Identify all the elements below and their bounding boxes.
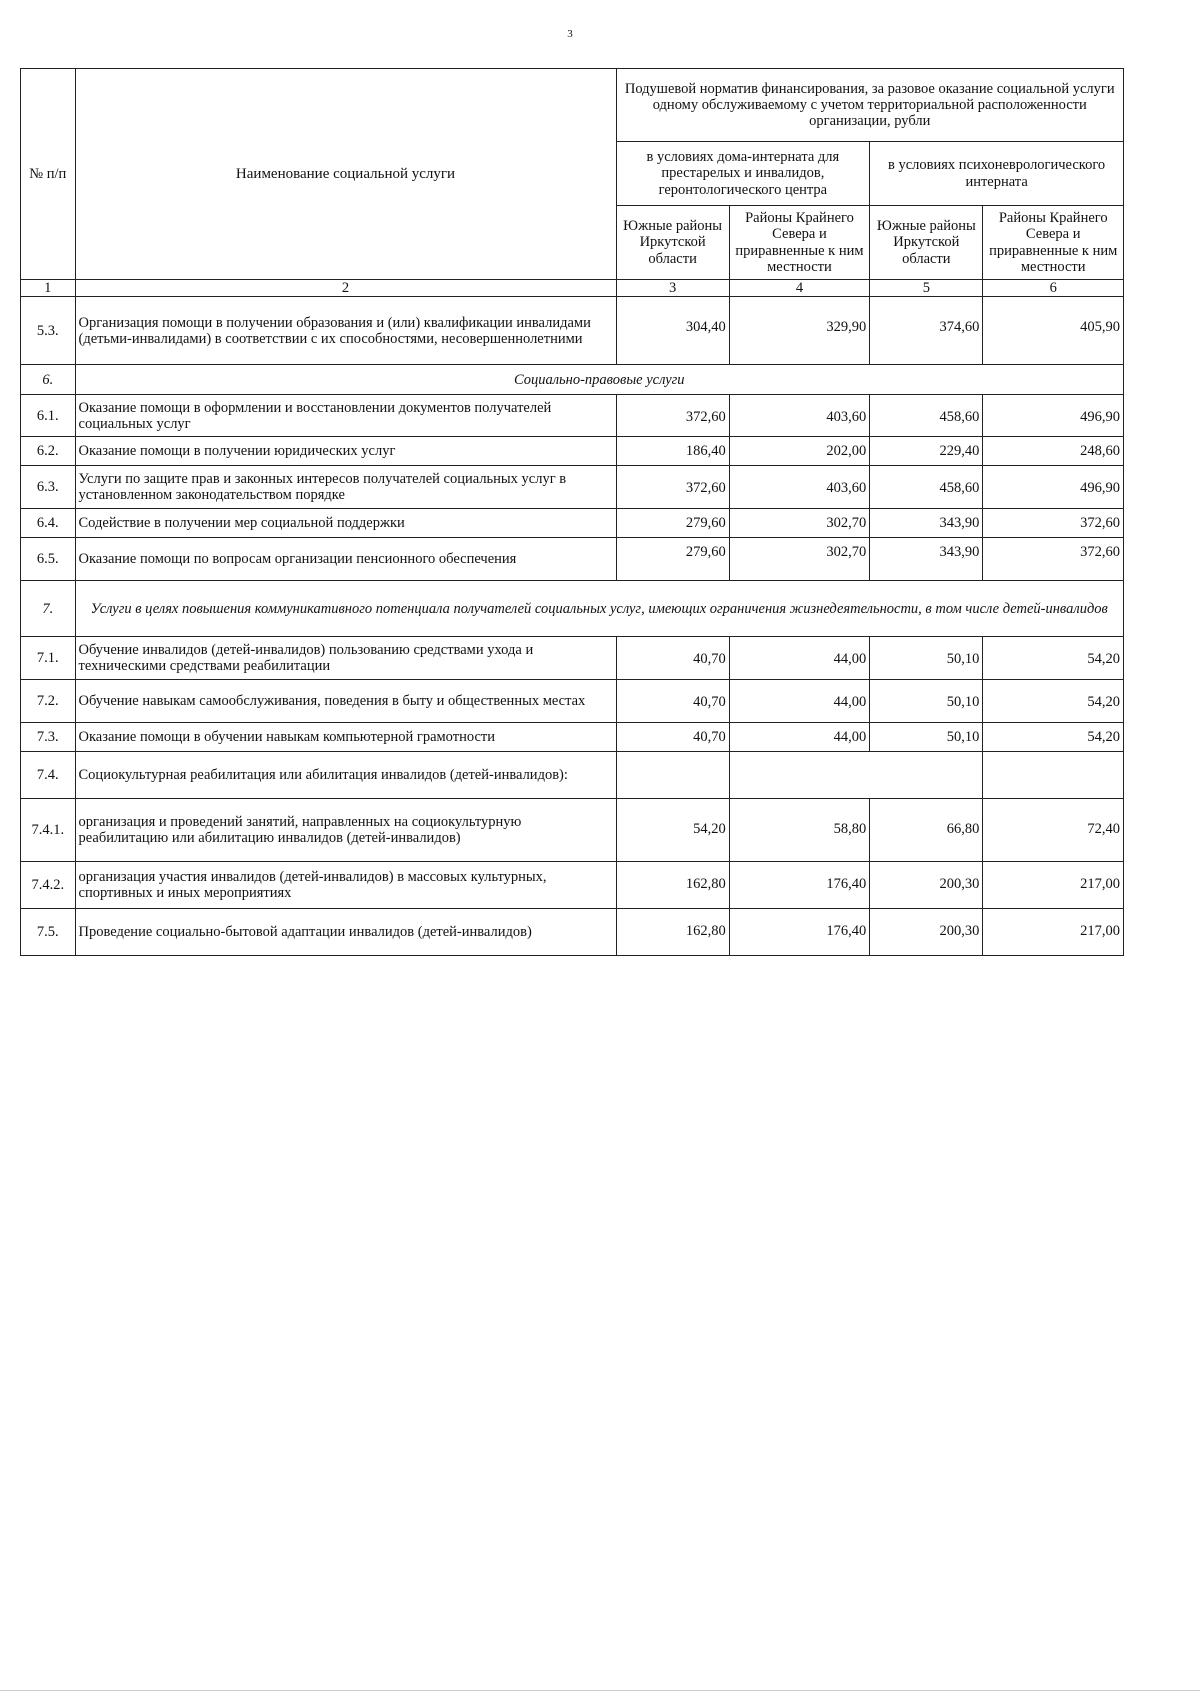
value-cell: 405,90 (983, 297, 1124, 365)
row-number: 7.4.2. (21, 862, 76, 909)
value-cell: 176,40 (729, 909, 869, 956)
value-cell: 458,60 (870, 395, 983, 437)
header-subgroup-psycho-neuro: в условиях психоневрологического интерната (870, 142, 1124, 206)
table-row (21, 466, 1124, 509)
value-cell: 229,40 (870, 437, 983, 466)
value-cell: 200,30 (870, 862, 983, 909)
scan-edge-divider (0, 1690, 1200, 1691)
value-cell: 50,10 (870, 637, 983, 680)
service-name: Содействие в получении мер социальной поддержки (75, 509, 616, 538)
column-index: 5 (870, 280, 983, 297)
service-name: Обучение навыкам самообслуживания, поведения в быту и общественных местах (75, 680, 616, 723)
table-row (21, 538, 1124, 581)
value-cell: 496,90 (983, 466, 1124, 509)
value-cell: 50,10 (870, 680, 983, 723)
value-cell: 66,80 (870, 799, 983, 862)
value-cell: 302,70 (729, 538, 869, 581)
service-name: Оказание помощи в получении юридических услуг (75, 437, 616, 466)
service-name: Оказание помощи в обучении навыкам компьютерной грамотности (75, 723, 616, 752)
value-cell: 162,80 (616, 862, 729, 909)
service-name: Оказание помощи по вопросам организации пенсионного обеспечения (75, 538, 616, 581)
table-row (21, 509, 1124, 538)
value-cell (983, 752, 1124, 799)
service-name: организация участия инвалидов (детей-инвалидов) в массовых культурных, спортивных и иных мероприятиях (75, 862, 616, 909)
value-cell-merged (729, 752, 983, 799)
column-index: 3 (616, 280, 729, 297)
header-group-title: Подушевой норматив финансирования, за разовое оказание социальной услуги одному обслуживаемому с учетом территориальной расположенности организации, рубли (616, 69, 1124, 142)
value-cell: 304,40 (616, 297, 729, 365)
service-name: организация и проведений занятий, направленных на социокультурную реабилитацию или абилитацию инвалидов (детей-инвалидов) (75, 799, 616, 862)
row-number: 6.5. (21, 538, 76, 581)
value-cell: 248,60 (983, 437, 1124, 466)
row-number: 6.2. (21, 437, 76, 466)
value-cell: 44,00 (729, 637, 869, 680)
value-cell: 176,40 (729, 862, 869, 909)
service-name: Оказание помощи в оформлении и восстановлении документов получателей социальных услуг (75, 395, 616, 437)
value-cell: 44,00 (729, 680, 869, 723)
table-row (21, 799, 1124, 862)
value-cell: 40,70 (616, 680, 729, 723)
value-cell: 372,60 (983, 509, 1124, 538)
header-south-2: Южные районы Иркутской области (870, 206, 983, 280)
row-number: 7.2. (21, 680, 76, 723)
table-row (21, 680, 1124, 723)
value-cell: 343,90 (870, 509, 983, 538)
row-number: 6.1. (21, 395, 76, 437)
value-cell: 186,40 (616, 437, 729, 466)
services-table (20, 68, 1124, 956)
section-title: Социально-правовые услуги (75, 365, 1123, 395)
table-row (21, 862, 1124, 909)
value-cell: 200,30 (870, 909, 983, 956)
value-cell: 372,60 (983, 538, 1124, 581)
column-index: 2 (75, 280, 616, 297)
value-cell: 279,60 (616, 509, 729, 538)
table-row (21, 437, 1124, 466)
section-number: 7. (21, 581, 76, 637)
value-cell: 54,20 (983, 637, 1124, 680)
row-number: 6.4. (21, 509, 76, 538)
value-cell: 58,80 (729, 799, 869, 862)
column-index: 4 (729, 280, 869, 297)
service-name: Услуги по защите прав и законных интересов получателей социальных услуг в установленном законодательством порядке (75, 466, 616, 509)
row-number: 7.5. (21, 909, 76, 956)
value-cell: 279,60 (616, 538, 729, 581)
service-name: Проведение социально-бытовой адаптации инвалидов (детей-инвалидов) (75, 909, 616, 956)
column-index: 6 (983, 280, 1124, 297)
value-cell: 496,90 (983, 395, 1124, 437)
table-row (21, 752, 1124, 799)
value-cell: 372,60 (616, 395, 729, 437)
value-cell: 54,20 (983, 680, 1124, 723)
table-row (21, 723, 1124, 752)
header-col-name: Наименование социальной услуги (75, 69, 616, 280)
value-cell: 374,60 (870, 297, 983, 365)
service-name: Социокультурная реабилитация или абилитация инвалидов (детей-инвалидов): (75, 752, 616, 799)
row-number: 7.1. (21, 637, 76, 680)
service-name: Обучение инвалидов (детей-инвалидов) пользованию средствами ухода и техническими средствами реабилитации (75, 637, 616, 680)
value-cell: 50,10 (870, 723, 983, 752)
header-subgroup-nursing-home: в условиях дома-интерната для престарелых и инвалидов, геронтологического центра (616, 142, 870, 206)
value-cell (616, 752, 729, 799)
value-cell: 403,60 (729, 466, 869, 509)
value-cell: 217,00 (983, 909, 1124, 956)
table-row (21, 395, 1124, 437)
value-cell: 329,90 (729, 297, 869, 365)
table-row (21, 909, 1124, 956)
row-number: 7.4.1. (21, 799, 76, 862)
value-cell: 202,00 (729, 437, 869, 466)
value-cell: 302,70 (729, 509, 869, 538)
row-number: 7.3. (21, 723, 76, 752)
value-cell: 40,70 (616, 637, 729, 680)
value-cell: 403,60 (729, 395, 869, 437)
section-row (21, 365, 1124, 395)
section-row (21, 581, 1124, 637)
value-cell: 44,00 (729, 723, 869, 752)
value-cell: 54,20 (983, 723, 1124, 752)
value-cell: 372,60 (616, 466, 729, 509)
section-number: 6. (21, 365, 76, 395)
service-name: Организация помощи в получении образования и (или) квалификации инвалидами (детьми-инвалидами) в соответствии с их способностями, несовершеннолетними (75, 297, 616, 365)
row-number: 5.3. (21, 297, 76, 365)
table-row (21, 637, 1124, 680)
page-number: 3 (567, 28, 573, 40)
header-north-1: Районы Крайнего Севера и приравненные к ним местности (729, 206, 869, 280)
value-cell: 162,80 (616, 909, 729, 956)
value-cell: 217,00 (983, 862, 1124, 909)
value-cell: 343,90 (870, 538, 983, 581)
row-number: 6.3. (21, 466, 76, 509)
table-row (21, 297, 1124, 365)
section-title: Услуги в целях повышения коммуникативного потенциала получателей социальных услуг, имеющих ограничения жизнедеятельности, в том числе детей-инвалидов (75, 581, 1123, 637)
value-cell: 458,60 (870, 466, 983, 509)
value-cell: 54,20 (616, 799, 729, 862)
value-cell: 72,40 (983, 799, 1124, 862)
row-number: 7.4. (21, 752, 76, 799)
header-north-2: Районы Крайнего Севера и приравненные к ним местности (983, 206, 1124, 280)
header-col-number: № п/п (21, 69, 76, 280)
column-index: 1 (21, 280, 76, 297)
header-south-1: Южные районы Иркутской области (616, 206, 729, 280)
value-cell: 40,70 (616, 723, 729, 752)
